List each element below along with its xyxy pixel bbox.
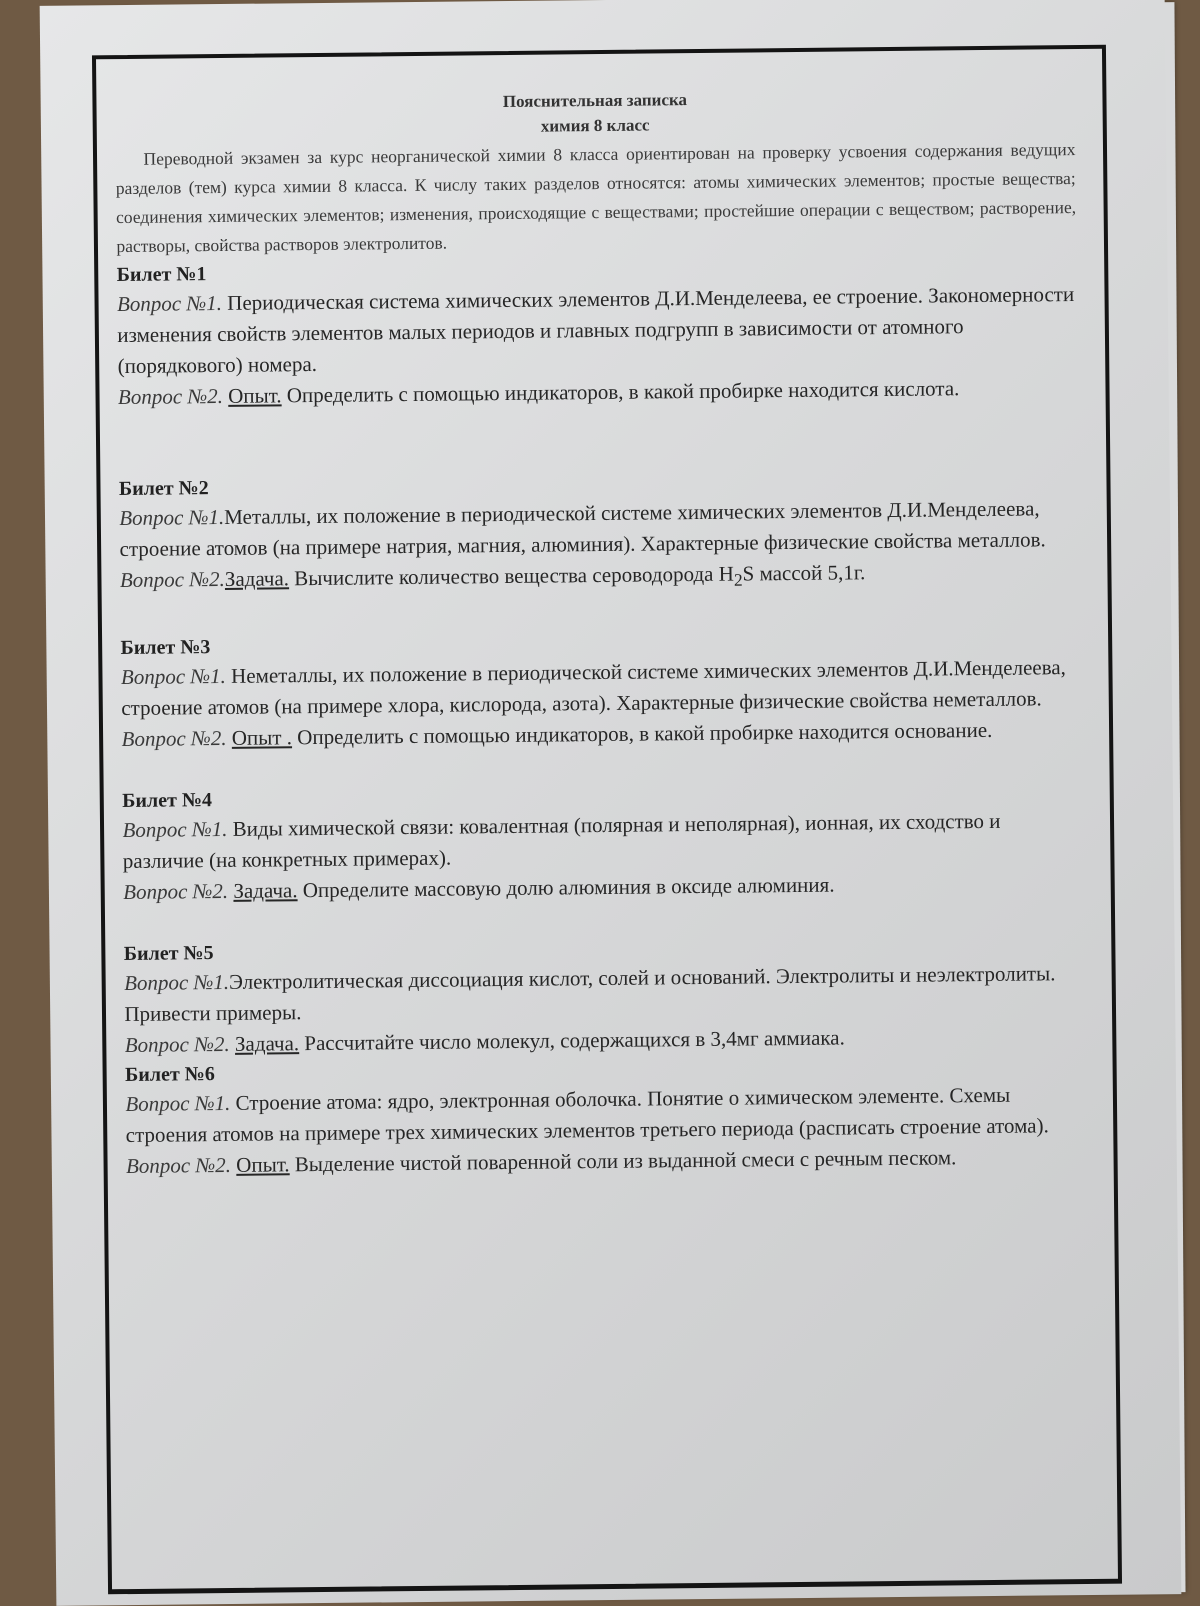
ticket-heading: Билет №5 <box>123 942 214 966</box>
ticket-heading: Билет №2 <box>118 477 209 501</box>
spacer <box>118 403 1079 475</box>
question-label: Вопрос №2. <box>124 1032 230 1058</box>
question-1 <box>117 279 1078 382</box>
question-label: Вопрос №1. <box>122 817 228 843</box>
question-type-tag: Опыт . <box>231 725 293 751</box>
question-text: Вычислите количество вещества сероводорода H <box>288 561 734 591</box>
question-label: Вопрос №2. <box>121 726 227 752</box>
question-label: Вопрос №1. <box>120 664 226 690</box>
question-text: Выделение чистой поваренной соли из выданной смеси с речным песком. <box>289 1145 957 1177</box>
question-text: Электролитическая диссоциация кислот, солей и оснований. Электролиты и неэлектролиты. Привести примеры. <box>124 961 1056 1027</box>
document-title <box>115 83 1075 143</box>
ticket-4 <box>122 777 1083 908</box>
title-line-1: Пояснительная записка <box>502 90 688 112</box>
question-text: Определить с помощью индикаторов, в какой пробирке находится кислота. <box>281 376 960 408</box>
question-label: Вопрос №1. <box>125 1091 231 1117</box>
ticket-2 <box>119 465 1080 602</box>
question-text: Неметаллы, их положение в периодической системе химических элементов Д.И.Менделеева, строение атомов (на примере хлора, кислорода, азота). Характерные физические свойства неметаллов. <box>121 655 1066 721</box>
ticket-heading: Билет №1 <box>116 263 207 287</box>
question-label: Вопрос №1. <box>119 504 225 531</box>
question-text: Металлы, их положение в периодической системе химических элементов Д.И.Менделеева, строение атомов (на примере натрия, магния, алюминия). Характерные физические свойства металлов. <box>119 496 1046 562</box>
question-label: Вопрос №2. <box>117 383 224 410</box>
question-type-tag: Опыт. <box>236 1152 290 1178</box>
ticket-3 <box>120 624 1081 755</box>
question-type-tag: Опыт. <box>228 383 282 408</box>
ticket-5 <box>124 930 1085 1061</box>
question-label: Вопрос №2. <box>125 1153 232 1179</box>
ticket-heading: Билет №4 <box>122 789 213 813</box>
document-content <box>115 83 1089 1473</box>
question-type-tag: Задача. <box>224 566 290 591</box>
question-1 <box>121 652 1082 724</box>
question-type-tag: Задача. <box>234 1031 300 1057</box>
question-label: Вопрос №2. <box>119 566 225 593</box>
question-label: Вопрос №1. <box>123 970 230 996</box>
question-1 <box>119 493 1080 565</box>
ticket-1 <box>117 251 1079 413</box>
question-text: Определить с помощью индикаторов, в какой пробирке находится основание. <box>291 718 993 750</box>
question-label: Вопрос №2. <box>123 879 229 905</box>
ticket-heading: Билет №6 <box>124 1063 215 1087</box>
question-1 <box>125 1079 1086 1151</box>
intro-paragraph: Переводной экзамен за курс неорганической химии 8 класса ориентирован на проверку усвоения содержания ведущих разделов (тем) курса химии 8 класса. К числу таких разделов относятся: атомы химических элементов; простые вещества; соединения химических элементов; изменения, происходящие с веществами; простейшие операции с веществом; растворение, растворы, свойства растворов электролитов. <box>115 139 1077 257</box>
question-text: Строение атома: ядро, электронная оболочка. Понятие о химическом элементе. Схемы строения атомов на примере трех химических элементов третьего периода (расписать строение атома). <box>125 1082 1049 1148</box>
question-type-tag: Задача. <box>233 878 298 904</box>
question-text: Рассчитайте число молекул, содержащихся в 3,4мг аммиака. <box>298 1025 845 1056</box>
question-text: Виды химической связи: ковалентная (полярная и неполярная), ионная, их сходство и различие (на конкретных примерах). <box>122 809 1001 874</box>
subscript: 2 <box>733 569 743 590</box>
question-label: Вопрос №1. <box>116 290 223 317</box>
question-1 <box>124 958 1085 1030</box>
question-text: Определите массовую долю алюминия в оксиде алюминия. <box>297 872 835 903</box>
question-text-cont: S массой 5,1г. <box>742 560 866 586</box>
question-text: Периодическая система химических элементов Д.И.Менделеева, ее строение. Закономерности изменения свойств элементов малых периодов и главных подгрупп в зависимости от атомного (порядкового) номера. <box>117 282 1075 379</box>
question-1 <box>122 805 1083 877</box>
title-line-2: химия 8 класс <box>540 115 650 136</box>
ticket-heading: Билет №3 <box>120 636 211 660</box>
ticket-6 <box>125 1051 1086 1182</box>
